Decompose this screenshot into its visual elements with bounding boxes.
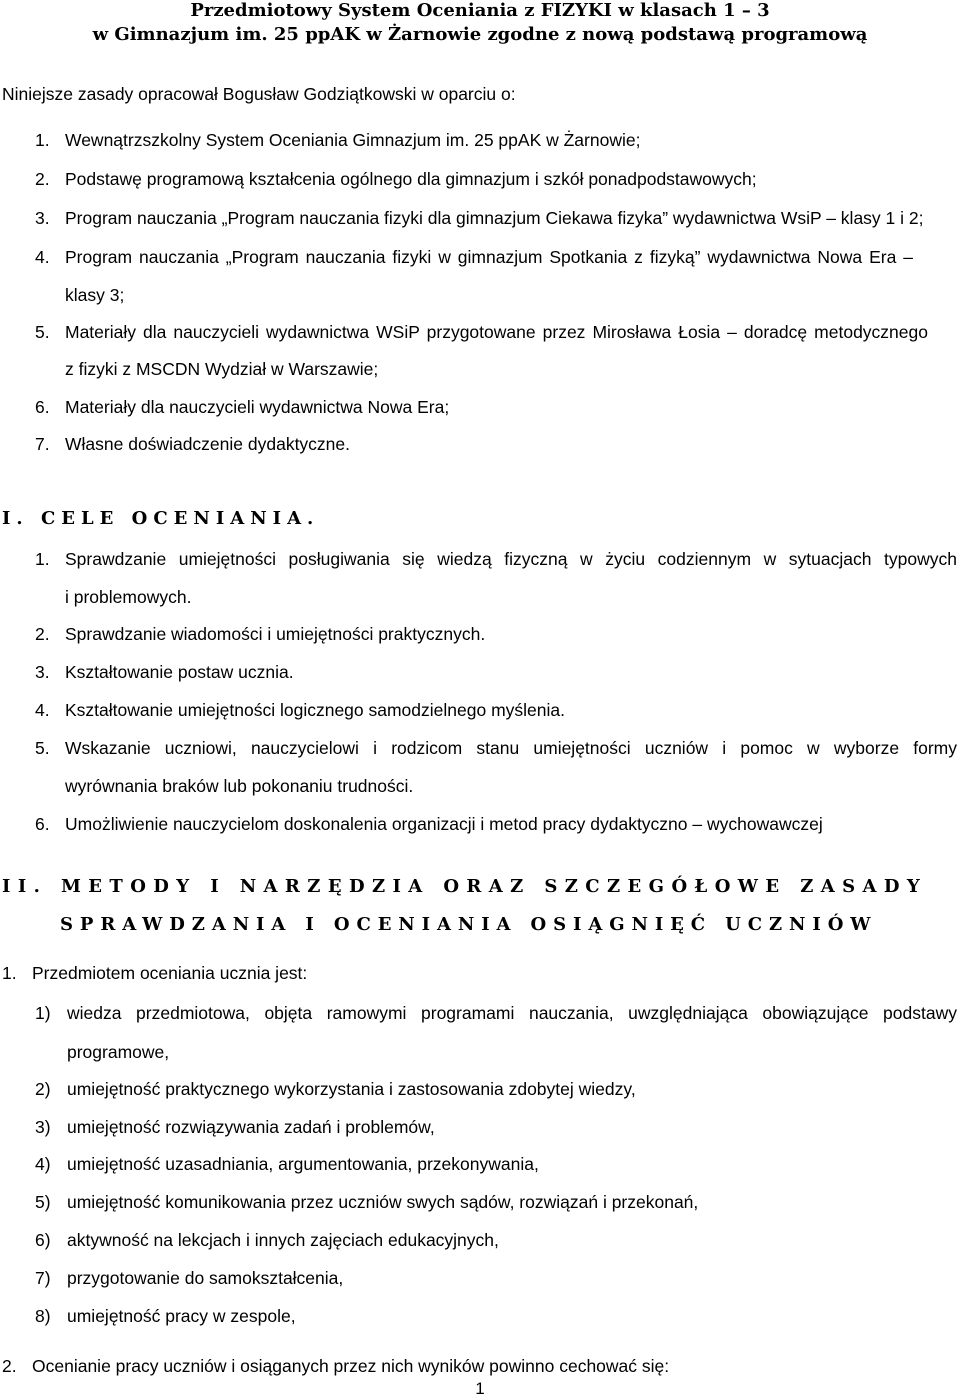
list-item-text: Program nauczania „Program nauczania fizyki dla gimnazjum Ciekawa fizyka” wydawnictwa WsiP – klasy 1 i 2; bbox=[65, 208, 924, 228]
list-item-number: 4. bbox=[35, 247, 50, 267]
page-number: 1 bbox=[475, 1379, 485, 1398]
list-item-number: 6) bbox=[35, 1230, 51, 1250]
list-item-text: Sprawdzanie wiadomości i umiejętności praktycznych. bbox=[65, 624, 486, 644]
list-item-text: przygotowanie do samokształcenia, bbox=[67, 1268, 344, 1288]
list-item-text: Sprawdzanie umiejętności posługiwania się wiedzą fizyczną w życiu codziennym w sytuacjach typowych bbox=[65, 549, 957, 569]
list-item-number: 2) bbox=[35, 1079, 51, 1099]
list-item-number: 3) bbox=[35, 1117, 51, 1137]
list-item-number: 5) bbox=[35, 1192, 51, 1212]
list-item-number: 5. bbox=[35, 738, 50, 758]
list-item-number: 7) bbox=[35, 1268, 51, 1288]
list-item-number: 5. bbox=[35, 322, 50, 342]
point-text: Przedmiotem oceniania ucznia jest: bbox=[32, 963, 308, 983]
list-item-text: Kształtowanie umiejętności logicznego samodzielnego myślenia. bbox=[65, 700, 565, 720]
list-item-number: 3. bbox=[35, 662, 50, 682]
list-item-number: 6. bbox=[35, 397, 50, 417]
list-item-number: 2. bbox=[35, 624, 50, 644]
list-item-text-continued: i problemowych. bbox=[65, 587, 192, 607]
section-heading-metody-line-2: SPRAWDZANIA I OCENIANIA OSIĄGNIĘĆ UCZNIÓW bbox=[60, 914, 878, 935]
intro-text: Niniejsze zasady opracował Bogusław Godziątkowski w oparciu o: bbox=[2, 84, 516, 104]
point-text: Ocenianie pracy uczniów i osiąganych przez nich wyników powinno cechować się: bbox=[32, 1356, 670, 1376]
section-heading-cele-oceniania: I. CELE OCENIANIA. bbox=[2, 508, 320, 529]
list-item-number: 2. bbox=[35, 169, 50, 189]
list-item-text: umiejętność rozwiązywania zadań i problemów, bbox=[67, 1117, 435, 1137]
list-item-number: 1. bbox=[35, 549, 50, 569]
list-item-number: 3. bbox=[35, 208, 50, 228]
list-item-text: aktywność na lekcjach i innych zajęciach edukacyjnych, bbox=[67, 1230, 499, 1250]
list-item-number: 8) bbox=[35, 1306, 51, 1326]
list-item-number: 4) bbox=[35, 1154, 51, 1174]
list-item-text: umiejętność komunikowania przez uczniów swych sądów, rozwiązań i przekonań, bbox=[67, 1192, 699, 1212]
list-item-number: 4. bbox=[35, 700, 50, 720]
list-item-text: Kształtowanie postaw ucznia. bbox=[65, 662, 294, 682]
list-item-number: 1) bbox=[35, 1003, 51, 1023]
list-item-text: Materiały dla nauczycieli wydawnictwa WSiP przygotowane przez Mirosława Łosia – doradcę metodycznego bbox=[65, 322, 928, 342]
document-title-line-2: w Gimnazjum im. 25 ppAK w Żarnowie zgodne z nową podstawą programową bbox=[92, 24, 868, 45]
document-title-line-1: Przedmiotowy System Oceniania z FIZYKI w klasach 1 – 3 bbox=[190, 0, 770, 21]
list-item-text: Umożliwienie nauczycielom doskonalenia organizacji i metod pracy dydaktyczno – wychowawczej bbox=[65, 814, 823, 834]
list-item-text: wiedza przedmiotowa, objęta ramowymi programami nauczania, uwzględniająca obowiązujące podstawy bbox=[67, 1003, 957, 1023]
list-item-text-continued: klasy 3; bbox=[65, 285, 125, 305]
list-item-text: umiejętność pracy w zespole, bbox=[67, 1306, 296, 1326]
list-item-text: umiejętność praktycznego wykorzystania i zastosowania zdobytej wiedzy, bbox=[67, 1079, 636, 1099]
point-number: 1. bbox=[2, 963, 17, 983]
list-item-text: Wskazanie uczniowi, nauczycielowi i rodzicom stanu umiejętności uczniów i pomoc w wyborze formy bbox=[65, 738, 957, 758]
list-item-text-continued: z fizyki z MSCDN Wydział w Warszawie; bbox=[65, 359, 379, 379]
list-item-text-continued: wyrównania braków lub pokonaniu trudności. bbox=[65, 776, 414, 796]
list-item-text: umiejętność uzasadniania, argumentowania, przekonywania, bbox=[67, 1154, 539, 1174]
list-item-number: 7. bbox=[35, 434, 50, 454]
list-item-number: 6. bbox=[35, 814, 50, 834]
list-item-text: Własne doświadczenie dydaktyczne. bbox=[65, 434, 351, 454]
list-item-text-continued: programowe, bbox=[67, 1042, 170, 1062]
list-item-text: Podstawę programową kształcenia ogólnego dla gimnazjum i szkół ponadpodstawowych; bbox=[65, 169, 757, 189]
list-item-text: Wewnątrzszkolny System Oceniania Gimnazjum im. 25 ppAK w Żarnowie; bbox=[65, 130, 641, 150]
list-item-text: Materiały dla nauczycieli wydawnictwa Nowa Era; bbox=[65, 397, 450, 417]
point-number: 2. bbox=[2, 1356, 17, 1376]
section-heading-metody-line-1: II. METODY I NARZĘDZIA ORAZ SZCZEGÓŁOWE ZASADY bbox=[2, 876, 928, 897]
list-item-text: Program nauczania „Program nauczania fizyki w gimnazjum Spotkania z fizyką” wydawnictwa Nowa Era – bbox=[65, 247, 913, 267]
list-item-number: 1. bbox=[35, 130, 50, 150]
